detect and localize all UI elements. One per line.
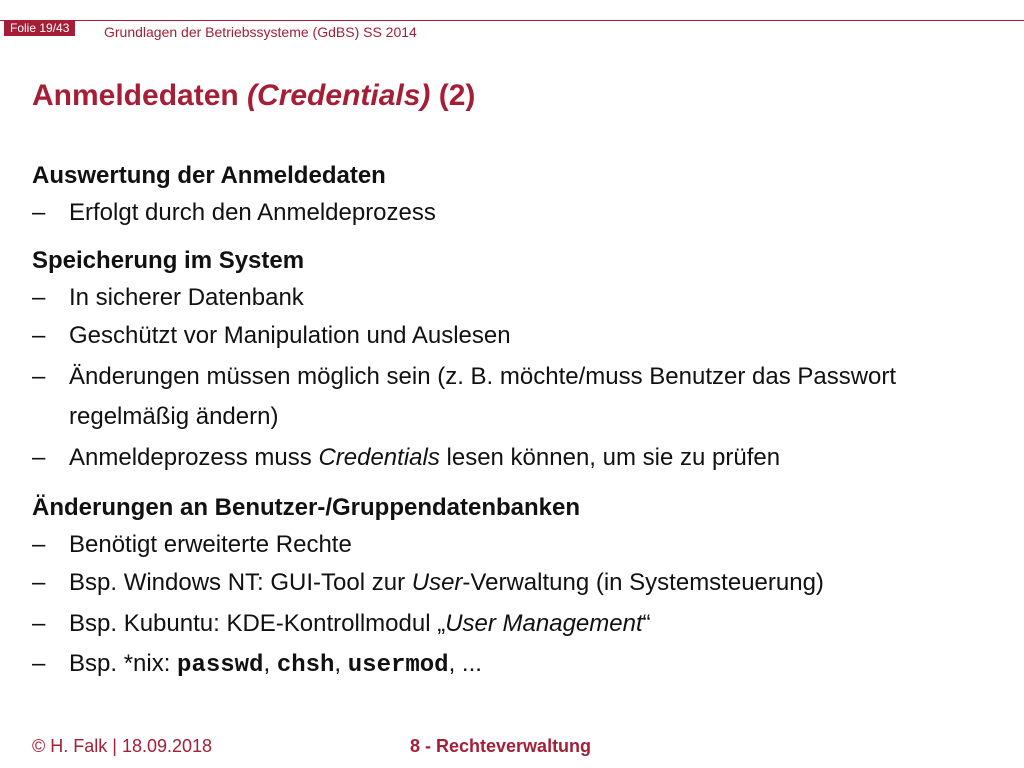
bullet-dash: – bbox=[32, 650, 46, 677]
section-heading: Speicherung im System bbox=[32, 247, 305, 274]
bullet-item bbox=[32, 279, 992, 316]
bullet-dash: – bbox=[32, 322, 46, 349]
bullet-text: Benötigt erweiterte Rechte bbox=[69, 531, 352, 558]
slide-content bbox=[32, 158, 992, 699]
section-aenderungen bbox=[32, 490, 992, 687]
bullet-text-post: “ bbox=[642, 609, 651, 637]
bullet-item bbox=[32, 438, 992, 479]
bullet-item bbox=[32, 357, 992, 438]
slide-title-main: Anmeldedaten bbox=[32, 79, 248, 112]
bullet-text-pre: Bsp. *nix: bbox=[69, 650, 178, 677]
bullet-text-emphasis: User Management bbox=[445, 609, 643, 637]
section-heading: Auswertung der Anmeldedaten bbox=[32, 162, 386, 189]
bullet-text-emphasis: Credentials bbox=[318, 443, 440, 471]
bullet-dash: – bbox=[32, 531, 46, 558]
bullet-text-post: , ... bbox=[448, 650, 482, 677]
header-rule bbox=[0, 20, 1024, 21]
section-auswertung bbox=[32, 158, 992, 231]
footer-chapter: 8 - Rechteverwaltung bbox=[410, 736, 592, 756]
bullet-text-post: lesen können, um sie zu prüfen bbox=[439, 443, 781, 471]
bullet-text-pre: Bsp. Windows NT: GUI-Tool zur bbox=[69, 569, 412, 596]
bullet-dash: – bbox=[32, 199, 46, 226]
bullet-dash: – bbox=[32, 362, 46, 390]
bullet-dash: – bbox=[32, 569, 46, 596]
bullet-dash: – bbox=[32, 609, 46, 637]
bullet-text-emphasis: User bbox=[411, 569, 463, 596]
bullet-dash: – bbox=[32, 443, 46, 471]
footer-author: © H. Falk | 18.09.2018 bbox=[32, 736, 213, 756]
command-chsh: chsh bbox=[276, 652, 335, 679]
bullet-text-pre: Anmeldeprozess muss bbox=[69, 443, 319, 471]
command-passwd: passwd bbox=[177, 652, 264, 679]
slide-title-italic: (Credentials) bbox=[247, 79, 431, 112]
course-title: Grundlagen der Betriebssysteme (GdBS) SS 2014 bbox=[104, 24, 417, 40]
separator: , bbox=[263, 650, 277, 677]
section-heading: Änderungen an Benutzer-/Gruppendatenbanken bbox=[32, 494, 581, 521]
bullet-dash: – bbox=[32, 284, 46, 311]
bullet-text: Änderungen müssen möglich sein (z. B. möchte/muss Benutzer das Passwort regelmäßig ändern) bbox=[69, 362, 897, 430]
bullet-item bbox=[32, 526, 992, 563]
slide-title-suffix: (2) bbox=[430, 79, 476, 112]
bullet-text: In sicherer Datenbank bbox=[69, 284, 304, 311]
bullet-text-pre: Bsp. Kubuntu: KDE-Kontrollmodul „ bbox=[69, 609, 446, 637]
bullet-item bbox=[32, 194, 992, 231]
bullet-text: Erfolgt durch den Anmeldeprozess bbox=[69, 199, 436, 226]
slide-title bbox=[32, 78, 475, 114]
bullet-item bbox=[32, 563, 992, 604]
bullet-item bbox=[32, 644, 992, 687]
separator: , bbox=[334, 650, 348, 677]
command-usermod: usermod bbox=[347, 652, 449, 679]
bullet-item bbox=[32, 316, 992, 357]
section-speicherung bbox=[32, 243, 992, 478]
slide-number-badge: Folie 19/43 bbox=[4, 21, 75, 36]
bullet-item bbox=[32, 604, 992, 645]
bullet-text: Geschützt vor Manipulation und Auslesen bbox=[69, 322, 511, 349]
bullet-text-post: -Verwaltung (in Systemsteuerung) bbox=[462, 569, 824, 596]
